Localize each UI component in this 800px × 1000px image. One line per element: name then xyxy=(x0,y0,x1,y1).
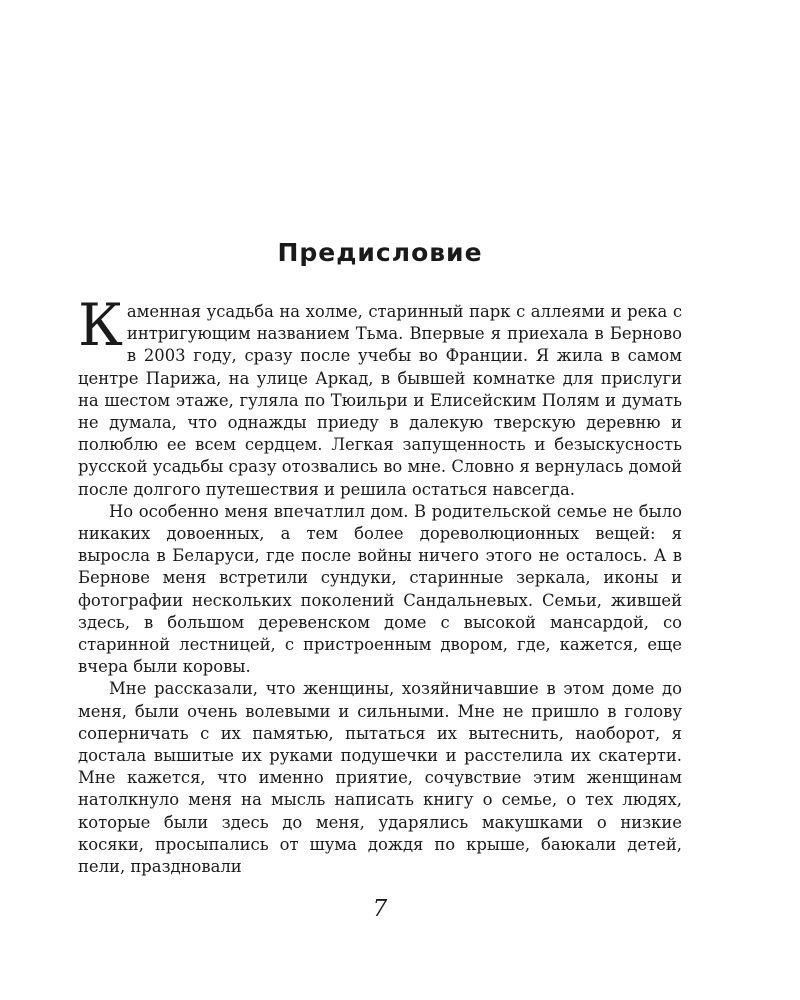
paragraph xyxy=(78,291,682,501)
paragraph-text: Мне рассказали, что женщины, хозяйничавшие в этом доме до меня, были очень волевыми и сильными. Мне не пришло в голову соперничать с их памятью, пытаться их вытеснить, наоборот, я достала вышитые их руками подушечки и расстелила их скатерти. Мне кажется, что именно приятие, сочувствие этим женщинам натолкнуло меня на мысль написать книгу о семье, о тех людях, которые были здесь до меня, ударялись макушками о низкие косяки, просыпались от шума дождя по крыше, баюкали детей, пели, праздновали xyxy=(78,679,682,877)
chapter-body xyxy=(78,291,682,878)
paragraph xyxy=(78,678,682,878)
paragraph-text: аменная усадьба на холме, старинный парк с аллеями и река с интригующим названием Тьма. Впервые я приехала в Берново в 2003 году, сразу после учебы во Франции. Я жила в самом центре Парижа, на улице Аркад, в бывшей комнатке для прислуги на шестом этаже, гуляла по Тюильри и Елисейским Полям и думать не думала, что однажды приеду в далекую тверскую деревню и полюблю ее всем сердцем. Легкая запущенность и безыскусность русской усадьбы сразу отозвались во мне. Словно я вернулась домой после долгого путешествия и решила остаться навсегда. xyxy=(78,302,682,499)
drop-cap: К xyxy=(78,291,123,359)
paragraph-text: Но особенно меня впечатлил дом. В родительской семье не было никаких довоенных, а тем более дореволюционных вещей: я выросла в Беларуси, где после войны ничего этого не осталось. А в Бернове меня встретили сундуки, старинные зеркала, иконы и фотографии нескольких поколений Сандальневых. Семьи, жившей здесь, в большом деревенском доме с высокой мансардой, со старинной лестницей, с пристроенным двором, где, кажется, еще вчера были коровы. xyxy=(78,501,682,677)
chapter-title: Предисловие xyxy=(277,238,483,267)
paragraph xyxy=(78,501,682,679)
page-number: 7 xyxy=(372,896,388,922)
